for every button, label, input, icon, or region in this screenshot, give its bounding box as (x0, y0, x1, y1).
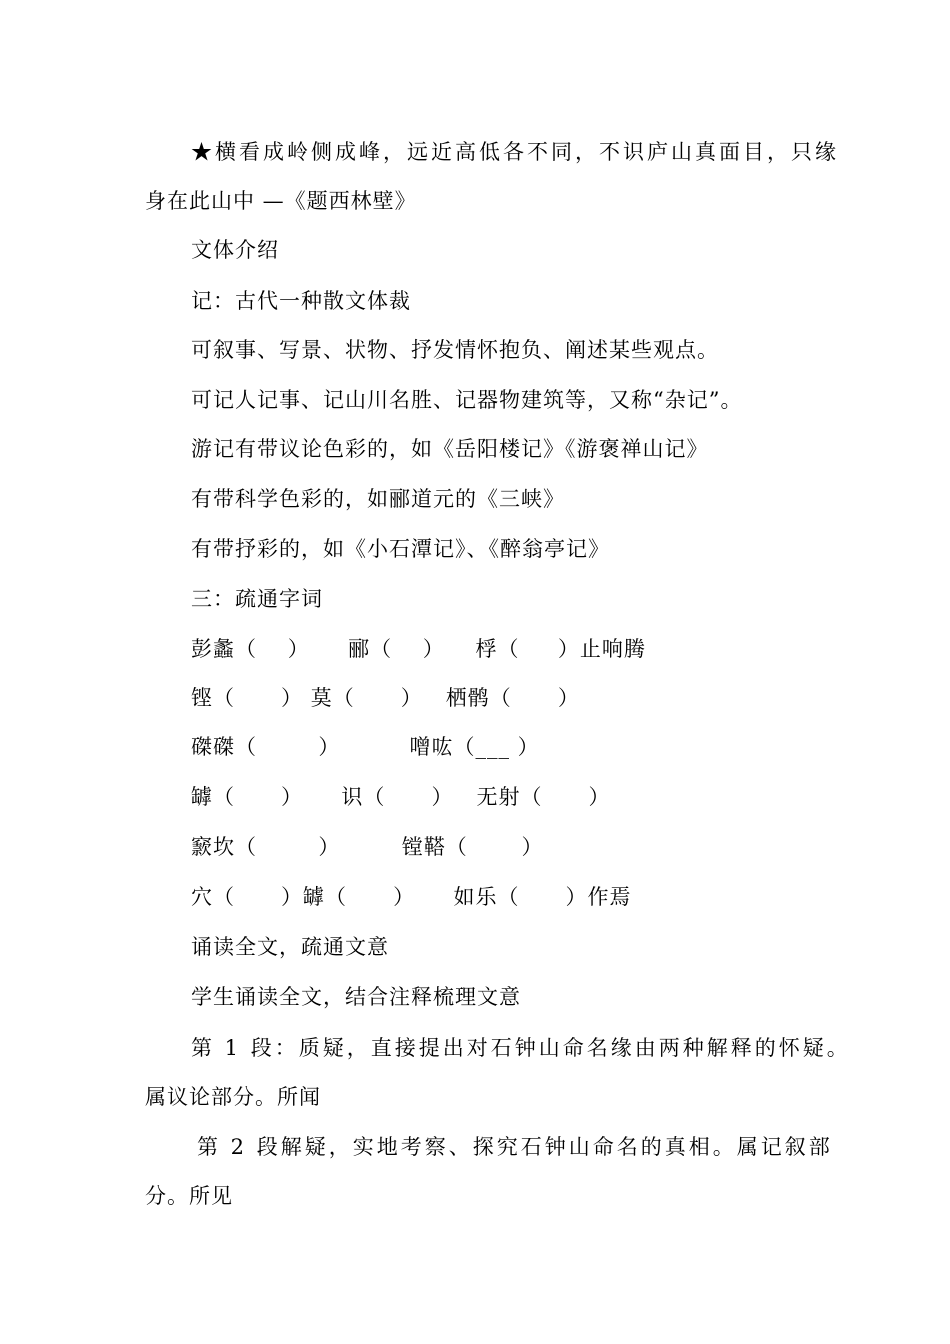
paragraph-2-line-1: 第 2 段解疑，实地考察、探究石钟山命名的真相。属记叙部 (197, 1135, 833, 1159)
paragraph-line: 学生诵读全文，结合注释梳理文意 (191, 985, 521, 1009)
paragraph-1-line-1: 第 1 段：质疑，直接提出对石钟山命名缘由两种解释的怀疑。 (191, 1036, 851, 1060)
paragraph-2-line-2: 分。所见 (145, 1184, 233, 1208)
vocab-line: 磔磔（ ） 噌吰（___ ） (191, 735, 540, 759)
vocab-line: 窾坎（ ） 镗鞳（ ） (191, 835, 544, 859)
paragraph-line: 有带抒彩的，如《小石潭记》、《醉翁亭记》 (191, 537, 610, 561)
paragraph-line: 可记人记事、记山川名胜、记器物建筑等，又称“杂记”。 (191, 388, 743, 412)
vocab-line: 罅（ ） 识（ ） 无射（ ） (191, 785, 611, 809)
poem-line-1: ★横看成岭侧成峰，远近高低各不同，不识庐山真面目，只缘 (191, 140, 839, 164)
section-heading-vocab: 三：疏通字词 (191, 587, 323, 611)
vocab-line: 彭蠡（ ） 郦（ ） 桴（ ）止响腾 (191, 637, 646, 661)
section-heading-genre: 文体介绍 (191, 238, 279, 262)
paragraph-line: 有带科学色彩的，如郦道元的《三峡》 (191, 487, 565, 511)
paragraph-1-line-2: 属议论部分。所闻 (145, 1085, 321, 1109)
paragraph-line: 可叙事、写景、状物、抒发情怀抱负、阐述某些观点。 (191, 338, 719, 362)
vocab-line: 穴（ ）罅（ ） 如乐（ ）作焉 (191, 885, 632, 909)
paragraph-line: 游记有带议论色彩的，如《岳阳楼记》《游褒禅山记》 (191, 437, 709, 461)
poem-line-2: 身在此山中 —《题西林壁》 (145, 189, 417, 213)
vocab-line: 铿（ ） 莫（ ） 栖鹘（ ） (191, 686, 580, 710)
paragraph-line: 记：古代一种散文体裁 (191, 289, 411, 313)
paragraph-line: 诵读全文，疏通文意 (191, 935, 389, 959)
